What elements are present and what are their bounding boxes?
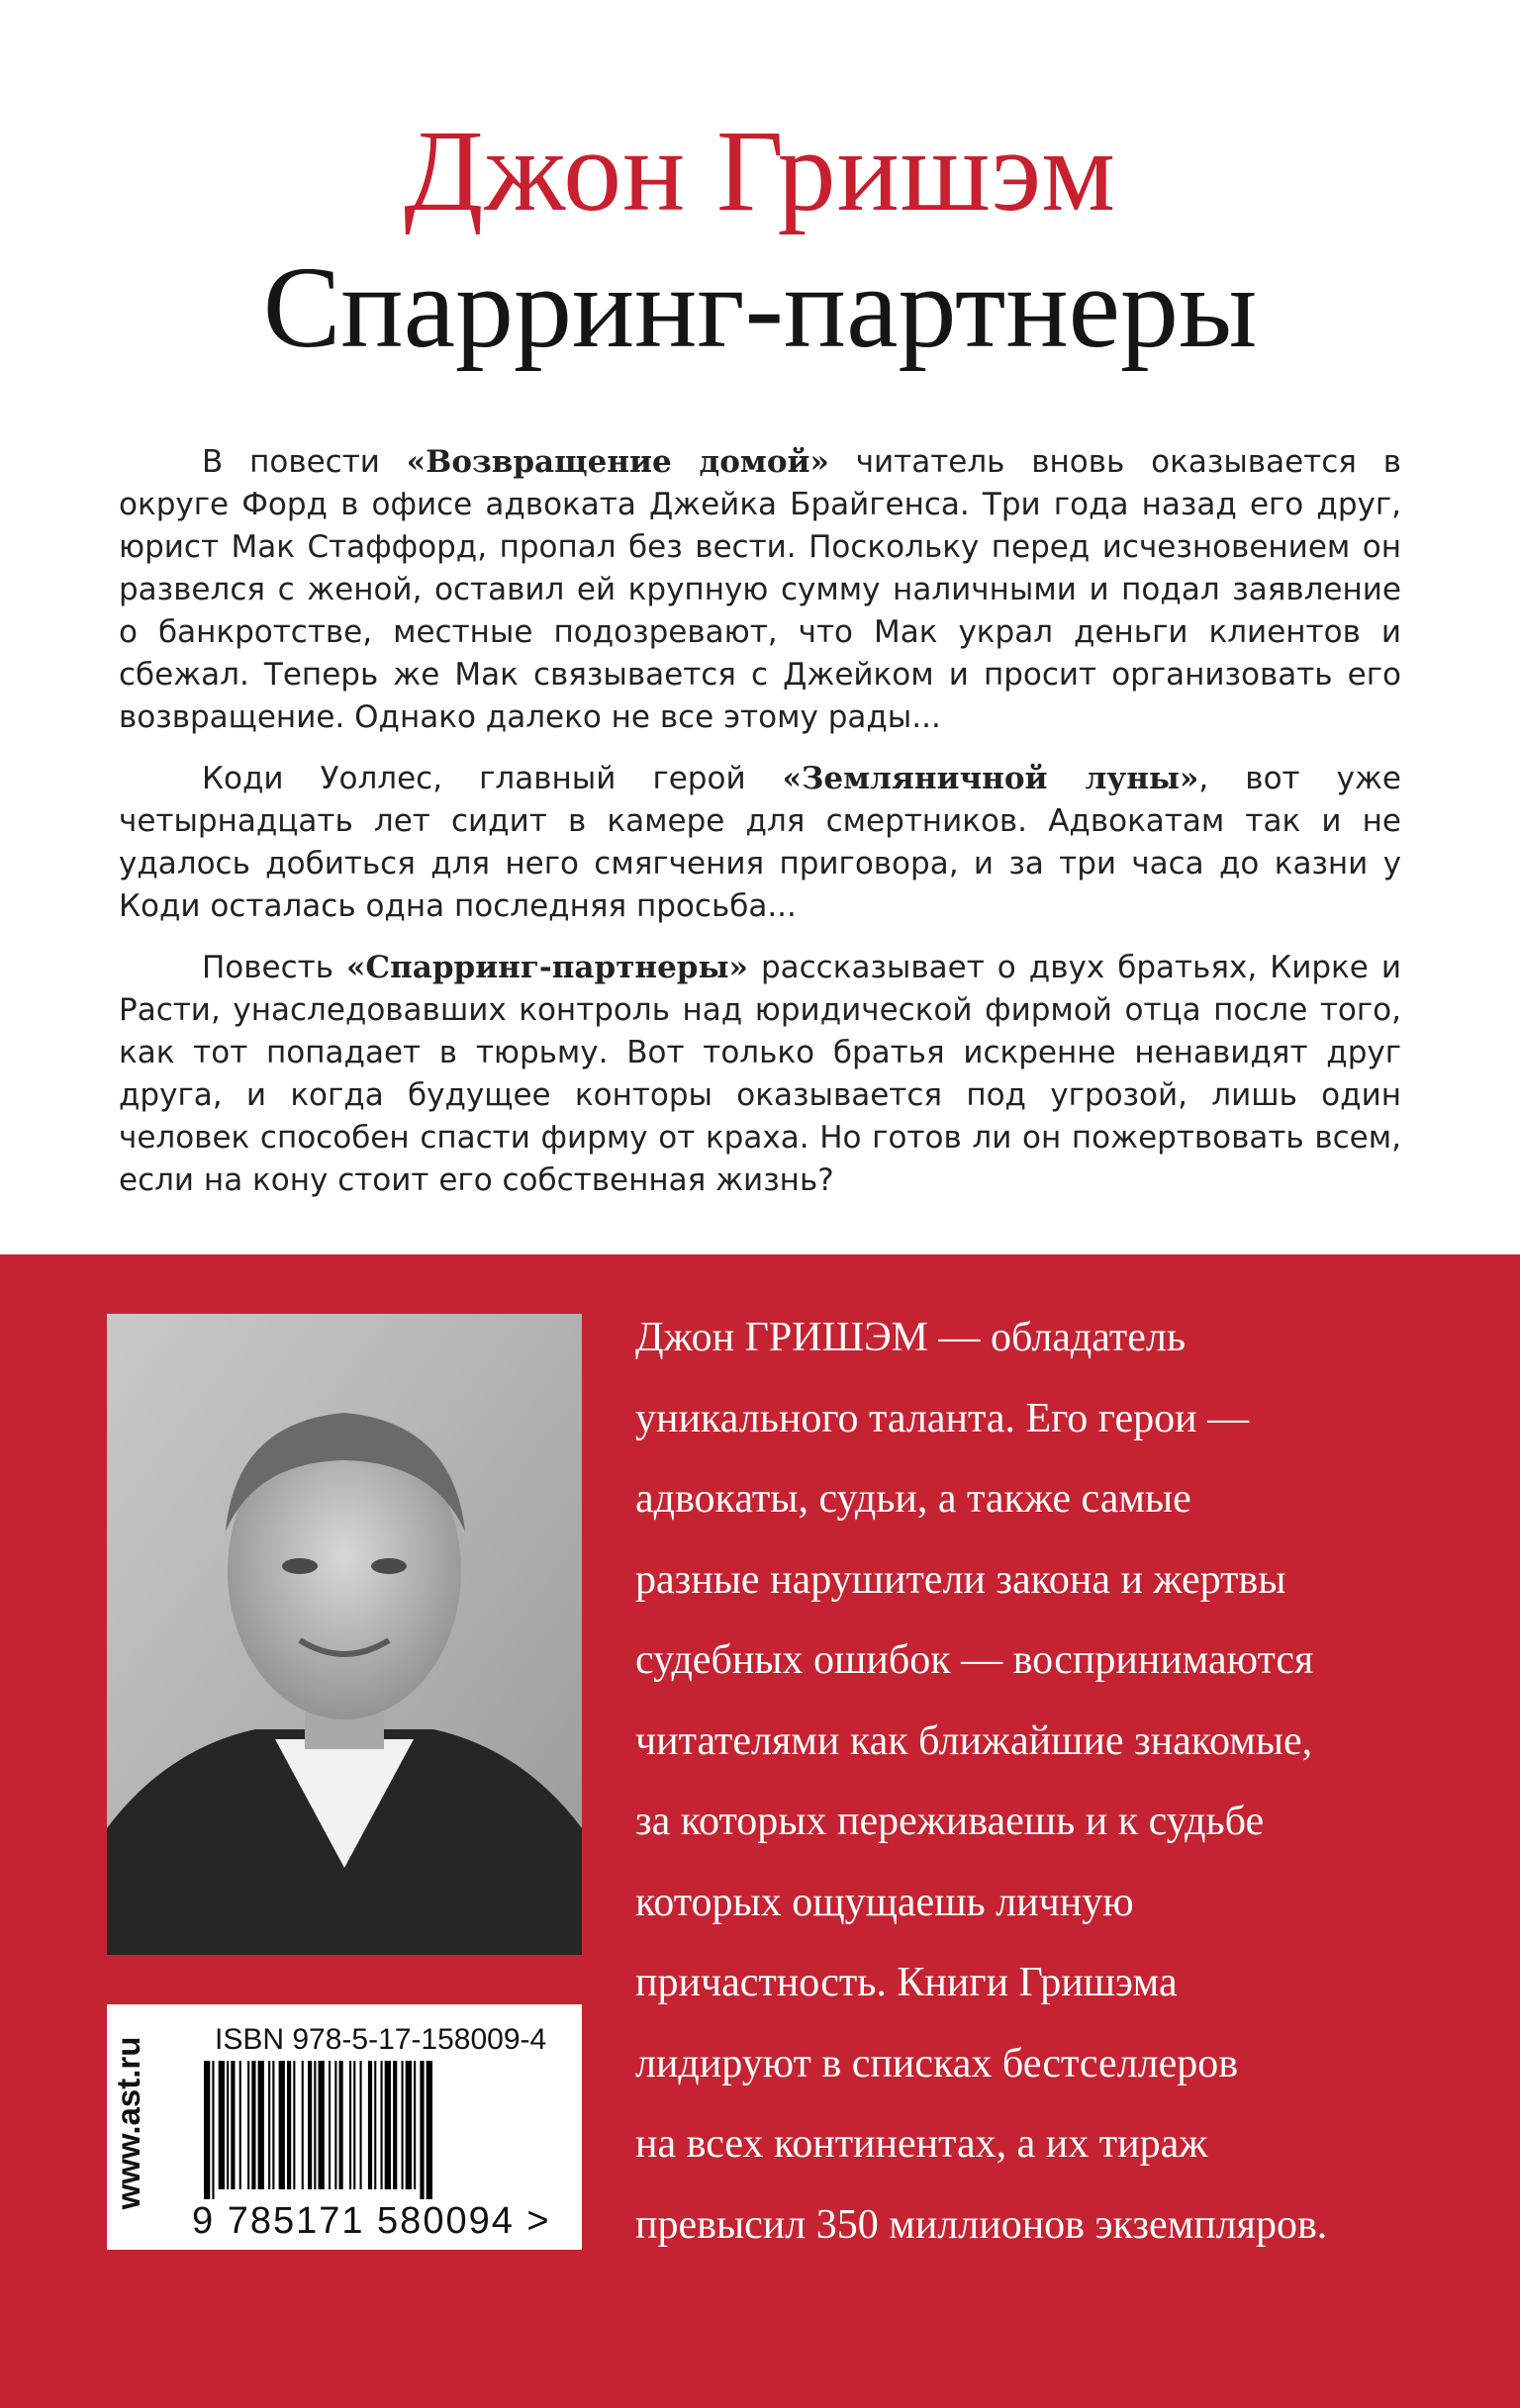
- annotation-text: рассказывает о двух братьях, Кирке и Расти, унаследовавших контроль над юридической фирмой отца после того, как тот попадает в тюрьму. Вот только братья искренне ненавидят друг друга, и когда будущее конторы оказывается под угрозой, лишь один человек способен спасти фирму от краха. Но готов ли он пожертвовать всем, если на кону стоит его собственная жизнь?: [119, 950, 1401, 1198]
- about-author-line: судебных ошибок — воспринимаются: [635, 1637, 1314, 1683]
- isbn-number: ISBN 978-5-17-158009-4: [215, 2023, 547, 2056]
- barcode-bar: [406, 2061, 412, 2189]
- annotation-paragraph: [119, 441, 1401, 739]
- about-author: [635, 1298, 1427, 2266]
- barcode-bar: [258, 2061, 264, 2189]
- barcode-bar: [287, 2061, 291, 2189]
- barcode-bar: [204, 2061, 210, 2199]
- about-author-line: разные нарушители закона и жертвы: [635, 1556, 1286, 1603]
- about-author-line: которых ощущаешь личную: [635, 1879, 1134, 1925]
- barcode-bar: [272, 2061, 274, 2189]
- about-author-line: Джон ГРИШЭМ — обладатель: [635, 1315, 1186, 1360]
- author-name: Джон Гришэм: [404, 106, 1116, 235]
- barcode-bar: [227, 2061, 229, 2189]
- barcode-bar: [239, 2061, 241, 2189]
- barcode-bar: [268, 2061, 270, 2189]
- book-title: Спарринг-партнеры: [262, 242, 1258, 372]
- barcode-bar: [329, 2061, 331, 2189]
- barcode-bar: [251, 2061, 255, 2189]
- barcode-bar: [212, 2061, 214, 2199]
- annotation-bold-title: «Возвращение домой»: [406, 444, 829, 480]
- barcode-bar: [393, 2061, 397, 2189]
- barcode-digits: 9 785171 580094 >: [192, 2200, 551, 2242]
- annotation-bold-title: «Земляничной луны»: [782, 761, 1199, 796]
- barcode-bar: [219, 2061, 225, 2189]
- barcode-bar: [353, 2061, 355, 2189]
- annotation-text: читатель вновь оказывается в округе Форд в офисе адвоката Джейка Брайгенса. Три года назад его друг, юрист Мак Стаффорд, пропал без вести. Поскольку перед исчезновением он развелся с женой, оставил ей крупную сумму наличными и подал заявление о банкротстве, местные подозревают, что Мак украл деньги клиентов и сбежал. Теперь же Мак связывается с Джейком и просит организовать его возвращение. Однако далеко не все этому рады...: [119, 444, 1401, 735]
- barcode-bar: [308, 2061, 312, 2189]
- publisher-website: www.ast.ru: [110, 2036, 146, 2210]
- barcode: [202, 2061, 570, 2199]
- barcode-bar: [414, 2061, 416, 2189]
- annotation-bold-title: «Спарринг-партнеры»: [346, 950, 748, 985]
- about-author-line: на всех континентах, а их тираж: [635, 2121, 1208, 2167]
- barcode-bar: [360, 2061, 362, 2189]
- barcode-bar: [334, 2061, 336, 2189]
- about-author-line: за которых переживаешь и к судьбе: [635, 1799, 1265, 1844]
- about-author-line: уникального таланта. Его герои —: [635, 1395, 1250, 1441]
- barcode-bar: [385, 2061, 391, 2189]
- annotation-text: Повесть: [202, 950, 347, 985]
- about-author-line: лидируют в списках бестселлеров: [635, 2040, 1239, 2086]
- barcode-bar: [302, 2061, 304, 2189]
- annotation-text: В повести: [202, 444, 407, 480]
- barcode-bar: [279, 2061, 285, 2189]
- annotation-text: , вот уже четырнадцать лет сидит в камере для смертников. Адвокатам так и не удалось добиться для него смягчения приговора, и за три часа до казни у Коди осталась одна последняя просьба...: [119, 761, 1402, 924]
- about-author-line: превысил 350 миллионов экземпляров.: [635, 2201, 1328, 2248]
- barcode-bar: [402, 2061, 404, 2189]
- annotation: [119, 441, 1401, 1221]
- barcode-bar: [349, 2061, 351, 2189]
- barcode-bar: [420, 2061, 424, 2199]
- about-author-line: причастность. Книги Гришэма: [635, 1960, 1178, 2005]
- barcode-bar: [427, 2061, 432, 2199]
- about-author-line: адвокаты, судьи, а также самые: [635, 1476, 1191, 1522]
- barcode-bar: [293, 2061, 295, 2189]
- barcode-bar: [314, 2061, 316, 2189]
- barcode-bar: [368, 2061, 372, 2189]
- barcode-bar: [247, 2061, 249, 2189]
- about-author-line: читателями как ближайшие знакомые,: [635, 1717, 1313, 1764]
- author-photo: [107, 1314, 582, 1955]
- annotation-paragraph: [119, 947, 1401, 1202]
- annotation-text: Коди Уоллес, главный герой: [202, 761, 783, 796]
- annotation-paragraph: [119, 758, 1401, 928]
- barcode-bar: [374, 2061, 376, 2189]
- barcode-bar: [319, 2061, 325, 2189]
- barcode-bar: [381, 2061, 383, 2189]
- barcode-bar: [231, 2061, 235, 2189]
- barcode-bar: [339, 2061, 343, 2189]
